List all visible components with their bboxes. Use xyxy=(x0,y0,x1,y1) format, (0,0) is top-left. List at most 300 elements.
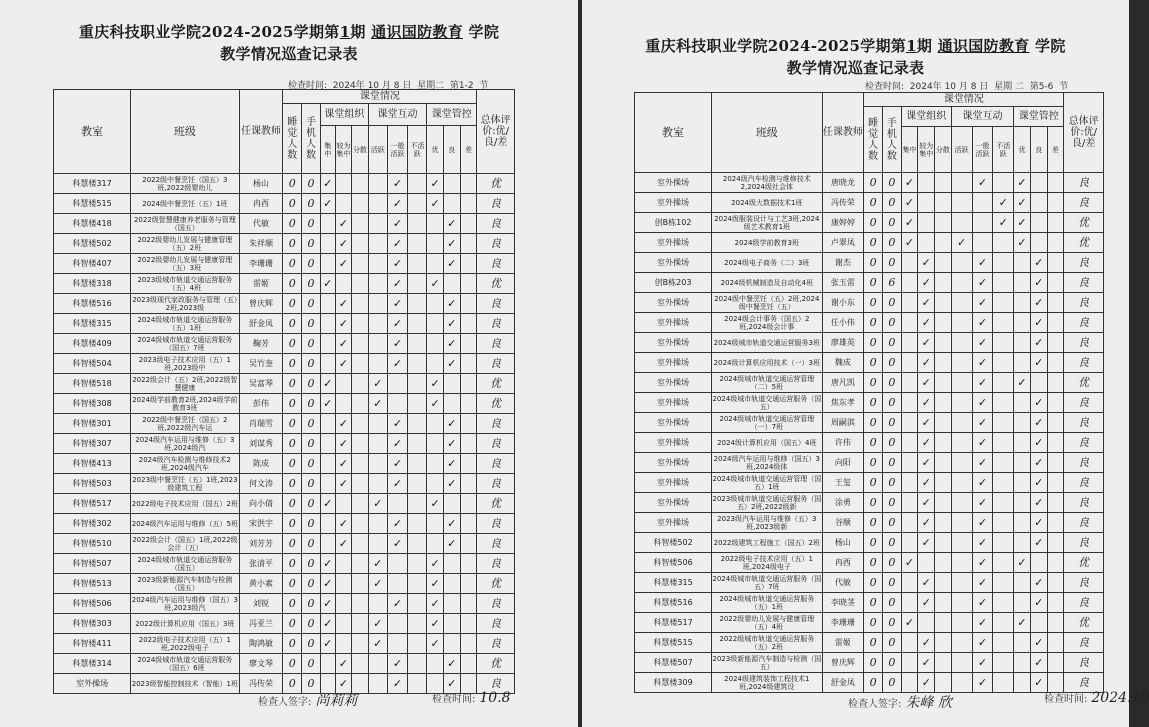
mark-excellent xyxy=(1014,433,1031,453)
table-row xyxy=(635,673,1104,693)
mark-inactive xyxy=(993,593,1014,613)
table-row xyxy=(54,414,515,434)
mark-scattered xyxy=(352,554,369,574)
mark-avg-active: ✓ xyxy=(972,553,993,573)
class-cell: 2024级机械制造及自动化4班 xyxy=(712,273,822,293)
teacher-cell: 廖雄英 xyxy=(822,333,864,353)
overall-grade-cell: 优 xyxy=(477,394,515,414)
mark-poor xyxy=(1047,373,1064,393)
overall-grade-cell: 良 xyxy=(477,334,515,354)
overall-grade-cell: 良 xyxy=(477,214,515,234)
mark-scattered xyxy=(352,374,369,394)
mark-excellent xyxy=(427,354,444,374)
phone-count-cell: 0 xyxy=(882,573,901,593)
table-row xyxy=(635,653,1104,673)
mark-fairly-concentrated xyxy=(918,613,935,633)
mark-poor xyxy=(460,654,477,674)
phone-count-cell: 0 xyxy=(882,353,901,373)
phone-count-cell: 0 xyxy=(302,254,321,274)
mark-active: ✓ xyxy=(368,374,387,394)
mark-avg-active: ✓ xyxy=(387,654,408,674)
mark-poor xyxy=(460,374,477,394)
mark-concentrated: ✓ xyxy=(901,553,918,573)
mark-excellent xyxy=(1014,333,1031,353)
mark-good: ✓ xyxy=(1030,453,1047,473)
mark-active: ✓ xyxy=(368,574,387,594)
mark-concentrated: ✓ xyxy=(320,554,335,574)
teacher-cell: 雷姬 xyxy=(822,633,864,653)
mark-avg-active: ✓ xyxy=(972,433,993,453)
sleeping-count-cell: 0 xyxy=(864,453,883,473)
teacher-cell: 康婷婷 xyxy=(822,213,864,233)
mark-active xyxy=(951,593,972,613)
table-row xyxy=(54,454,515,474)
table-row xyxy=(635,193,1104,213)
teacher-cell: 魏成 xyxy=(822,353,864,373)
room-cell: 科慧楼515 xyxy=(635,633,712,653)
table-row xyxy=(635,493,1104,513)
mark-scattered xyxy=(352,194,369,214)
mark-fairly-concentrated: ✓ xyxy=(335,434,352,454)
mark-fairly-concentrated: ✓ xyxy=(918,253,935,273)
teacher-cell: 焦东孝 xyxy=(822,393,864,413)
table-row xyxy=(635,293,1104,313)
mark-good: ✓ xyxy=(1030,313,1047,333)
phone-count-cell: 0 xyxy=(302,374,321,394)
mark-inactive xyxy=(408,414,427,434)
overall-grade-cell: 良 xyxy=(1064,453,1104,473)
teacher-cell: 肖瑞雪 xyxy=(239,414,283,434)
mark-avg-active: ✓ xyxy=(387,414,408,434)
mark-avg-active: ✓ xyxy=(972,273,993,293)
sleeping-count-cell: 0 xyxy=(283,614,302,634)
mark-good: ✓ xyxy=(1030,393,1047,413)
phone-count-cell: 0 xyxy=(302,454,321,474)
phone-count-cell: 0 xyxy=(882,313,901,333)
mark-poor xyxy=(460,494,477,514)
sleeping-count-cell: 0 xyxy=(283,194,302,214)
sleeping-count-cell: 0 xyxy=(864,633,883,653)
header-excellent: 优 xyxy=(427,126,444,174)
mark-good: ✓ xyxy=(1030,593,1047,613)
class-cell: 2022级计算机应用（国五）3班 xyxy=(131,614,239,634)
mark-excellent: ✓ xyxy=(427,634,444,654)
mark-excellent xyxy=(1014,293,1031,313)
mark-good: ✓ xyxy=(1030,673,1047,693)
mark-poor xyxy=(460,614,477,634)
mark-inactive xyxy=(408,174,427,194)
mark-active: ✓ xyxy=(368,614,387,634)
mark-avg-active: ✓ xyxy=(972,333,993,353)
teacher-cell: 张玉雷 xyxy=(822,273,864,293)
room-cell: 室外操场 xyxy=(635,393,712,413)
overall-grade-cell: 良 xyxy=(477,194,515,214)
teacher-cell: 曾庆辉 xyxy=(822,653,864,673)
sleeping-count-cell: 0 xyxy=(864,513,883,533)
mark-poor xyxy=(1047,633,1064,653)
mark-active: ✓ xyxy=(368,554,387,574)
room-cell: 科智楼302 xyxy=(54,514,131,534)
header-scattered: 分散 xyxy=(352,126,369,174)
mark-excellent xyxy=(1014,473,1031,493)
mark-excellent: ✓ xyxy=(1014,213,1031,233)
mark-good xyxy=(1030,553,1047,573)
mark-avg-active: ✓ xyxy=(972,493,993,513)
mark-scattered xyxy=(352,234,369,254)
mark-scattered xyxy=(352,594,369,614)
class-cell: 2022级中餐烹饪（国五）2班,2022级汽车运 xyxy=(131,414,239,434)
mark-avg-active: ✓ xyxy=(387,454,408,474)
mark-scattered xyxy=(935,653,952,673)
room-cell: 室外操场 xyxy=(635,413,712,433)
sleeping-count-cell: 0 xyxy=(283,334,302,354)
header-concentrated: 集中 xyxy=(320,126,335,174)
mark-good: ✓ xyxy=(1030,253,1047,273)
mark-concentrated xyxy=(320,474,335,494)
overall-grade-cell: 良 xyxy=(477,634,515,654)
overall-grade-cell: 良 xyxy=(477,434,515,454)
phone-count-cell: 0 xyxy=(302,214,321,234)
sleeping-count-cell: 0 xyxy=(283,414,302,434)
mark-excellent: ✓ xyxy=(427,574,444,594)
inspector-signature: 检查人签字: 朱峰 欣 xyxy=(848,695,952,711)
teacher-cell: 唐凡凯 xyxy=(822,373,864,393)
header-teacher: 任课教师 xyxy=(822,93,864,173)
mark-scattered xyxy=(935,393,952,413)
mark-good: ✓ xyxy=(443,314,460,334)
mark-poor xyxy=(460,394,477,414)
room-cell: 科智楼507 xyxy=(54,554,131,574)
teacher-cell: 谢小东 xyxy=(822,293,864,313)
class-cell: 2024级城市轨道交通运营服务（国五）7班 xyxy=(131,334,239,354)
header-fairly-concentrated: 较为集中 xyxy=(918,127,935,173)
room-cell: 创B栋203 xyxy=(635,273,712,293)
mark-inactive xyxy=(993,493,1014,513)
header-phone: 手机人数 xyxy=(302,104,321,174)
mark-excellent xyxy=(1014,573,1031,593)
mark-concentrated xyxy=(320,654,335,674)
mark-avg-active: ✓ xyxy=(387,674,408,694)
mark-concentrated xyxy=(320,354,335,374)
mark-avg-active xyxy=(387,554,408,574)
mark-active xyxy=(951,353,972,373)
header-control: 课堂管控 xyxy=(427,104,477,126)
table-row xyxy=(635,273,1104,293)
mark-poor xyxy=(1047,653,1064,673)
class-cell: 2023级电子技术应用（五）1班,2023级中 xyxy=(131,354,239,374)
mark-active xyxy=(368,674,387,694)
phone-count-cell: 0 xyxy=(882,173,901,193)
mark-poor xyxy=(460,574,477,594)
mark-concentrated xyxy=(901,253,918,273)
class-cell: 2024级城市轨道交通运营服务（国五） xyxy=(131,554,239,574)
mark-excellent xyxy=(427,434,444,454)
teacher-cell: 刘谋秀 xyxy=(239,434,283,454)
overall-grade-cell: 良 xyxy=(1064,493,1104,513)
mark-concentrated xyxy=(901,333,918,353)
mark-fairly-concentrated: ✓ xyxy=(918,353,935,373)
mark-fairly-concentrated: ✓ xyxy=(335,534,352,554)
table-row xyxy=(54,614,515,634)
mark-active xyxy=(368,514,387,534)
class-cell: 2023级新能源汽车制造与检测（国五） xyxy=(712,654,822,671)
mark-avg-active: ✓ xyxy=(972,373,993,393)
mark-inactive xyxy=(993,533,1014,553)
mark-active xyxy=(951,413,972,433)
mark-concentrated xyxy=(901,433,918,453)
mark-active xyxy=(368,354,387,374)
overall-grade-cell: 良 xyxy=(1064,273,1104,293)
mark-active xyxy=(951,333,972,353)
class-cell: 2022级智慧健康养老服务与管理（国五） xyxy=(131,214,239,234)
sleeping-count-cell: 0 xyxy=(283,574,302,594)
mark-good: ✓ xyxy=(1030,493,1047,513)
header-phone: 手机人数 xyxy=(882,107,901,173)
mark-concentrated: ✓ xyxy=(320,494,335,514)
class-cell: 2024级计算机应用（国五）4班 xyxy=(712,433,822,453)
room-cell: 室外操场 xyxy=(635,493,712,513)
mark-fairly-concentrated: ✓ xyxy=(918,633,935,653)
mark-inactive xyxy=(408,254,427,274)
mark-fairly-concentrated: ✓ xyxy=(918,313,935,333)
header-sleeping: 睡觉人数 xyxy=(864,107,883,173)
phone-count-cell: 0 xyxy=(302,634,321,654)
mark-fairly-concentrated xyxy=(335,574,352,594)
mark-avg-active: ✓ xyxy=(387,274,408,294)
mark-active xyxy=(368,654,387,674)
mark-fairly-concentrated: ✓ xyxy=(335,214,352,234)
header-room: 教室 xyxy=(54,90,131,174)
mark-fairly-concentrated: ✓ xyxy=(918,493,935,513)
teacher-cell: 李珊珊 xyxy=(822,613,864,633)
mark-fairly-concentrated xyxy=(335,554,352,574)
mark-good xyxy=(443,634,460,654)
mark-inactive xyxy=(993,333,1014,353)
mark-inactive xyxy=(408,294,427,314)
mark-poor xyxy=(1047,173,1064,193)
mark-concentrated xyxy=(901,513,918,533)
mark-avg-active: ✓ xyxy=(972,313,993,333)
mark-avg-active xyxy=(387,614,408,634)
header-inactive: 不活跃 xyxy=(408,126,427,174)
room-cell: 科慧楼516 xyxy=(635,593,712,613)
class-cell: 2022级婴幼儿发展与健康管理（五）2班 xyxy=(131,234,239,254)
overall-grade-cell: 良 xyxy=(477,514,515,534)
room-cell: 科智楼513 xyxy=(54,574,131,594)
teacher-cell: 鞠芳 xyxy=(239,334,283,354)
mark-inactive xyxy=(408,494,427,514)
mark-active xyxy=(368,294,387,314)
mark-active xyxy=(951,553,972,573)
mark-inactive xyxy=(993,573,1014,593)
mark-good: ✓ xyxy=(1030,433,1047,453)
mark-good xyxy=(1030,173,1047,193)
phone-count-cell: 0 xyxy=(882,253,901,273)
table-row xyxy=(635,173,1104,193)
table-row xyxy=(54,234,515,254)
mark-active xyxy=(951,433,972,453)
room-cell: 科慧楼314 xyxy=(54,654,131,674)
sleeping-count-cell: 0 xyxy=(864,533,883,553)
sleeping-count-cell: 0 xyxy=(864,653,883,673)
class-cell: 2024级中餐烹饪（五）1班 xyxy=(131,194,239,214)
mark-concentrated: ✓ xyxy=(320,614,335,634)
room-cell: 科智楼503 xyxy=(54,474,131,494)
teacher-cell: 雷姬 xyxy=(239,274,283,294)
mark-active xyxy=(951,393,972,413)
sleeping-count-cell: 0 xyxy=(283,554,302,574)
phone-count-cell: 0 xyxy=(302,174,321,194)
phone-count-cell: 6 xyxy=(882,273,901,293)
mark-avg-active: ✓ xyxy=(387,434,408,454)
class-cell: 2024级汽车运用与维修（五）5班 xyxy=(131,514,239,534)
mark-active: ✓ xyxy=(368,394,387,414)
header-sleeping: 睡觉人数 xyxy=(283,104,302,174)
phone-count-cell: 0 xyxy=(302,614,321,634)
mark-avg-active: ✓ xyxy=(972,513,993,533)
phone-count-cell: 0 xyxy=(302,474,321,494)
room-cell: 科慧楼507 xyxy=(635,653,712,673)
mark-fairly-concentrated xyxy=(918,213,935,233)
mark-avg-active: ✓ xyxy=(387,534,408,554)
header-avg-active: 一般活跃 xyxy=(387,126,408,174)
mark-concentrated: ✓ xyxy=(901,173,918,193)
sleeping-count-cell: 0 xyxy=(864,673,883,693)
mark-scattered xyxy=(935,493,952,513)
mark-excellent xyxy=(1014,513,1031,533)
mark-concentrated xyxy=(901,653,918,673)
header-poor: 差 xyxy=(1047,127,1064,173)
mark-scattered xyxy=(935,173,952,193)
sleeping-count-cell: 0 xyxy=(283,634,302,654)
class-cell: 2024级汽车运用与维修（国五）3班,2024级体 xyxy=(712,453,822,473)
table-row xyxy=(635,253,1104,273)
mark-concentrated: ✓ xyxy=(320,634,335,654)
mark-fairly-concentrated xyxy=(335,594,352,614)
overall-grade-cell: 良 xyxy=(477,414,515,434)
room-cell: 科智楼411 xyxy=(54,634,131,654)
mark-excellent xyxy=(427,314,444,334)
mark-fairly-concentrated: ✓ xyxy=(335,474,352,494)
check-time-row: 检查时间: 2024年 10 月 8 日 星期二 第1-2 节 xyxy=(288,81,489,91)
mark-inactive xyxy=(993,313,1014,333)
teacher-cell: 张清平 xyxy=(239,554,283,574)
mark-poor xyxy=(460,454,477,474)
teacher-cell: 涂勇 xyxy=(822,493,864,513)
mark-avg-active: ✓ xyxy=(972,173,993,193)
mark-concentrated xyxy=(901,453,918,473)
mark-good xyxy=(443,614,460,634)
mark-inactive xyxy=(408,454,427,474)
mark-poor xyxy=(1047,193,1064,213)
mark-excellent xyxy=(427,294,444,314)
mark-avg-active: ✓ xyxy=(972,253,993,273)
teacher-cell: 廖文琴 xyxy=(239,654,283,674)
room-cell: 科智楼307 xyxy=(54,434,131,454)
mark-active xyxy=(368,214,387,234)
table-row xyxy=(635,413,1104,433)
check-date: 检查时间: 2024.10 xyxy=(1044,690,1149,706)
sleeping-count-cell: 0 xyxy=(864,313,883,333)
room-cell: 科智楼407 xyxy=(54,254,131,274)
mark-avg-active: ✓ xyxy=(972,633,993,653)
table-row xyxy=(54,374,515,394)
mark-active xyxy=(368,414,387,434)
mark-excellent xyxy=(427,654,444,674)
class-cell: 2024级学前教育2班,2024级学前教育3班 xyxy=(132,395,238,412)
mark-fairly-concentrated: ✓ xyxy=(335,514,352,534)
overall-grade-cell: 良 xyxy=(1064,473,1104,493)
phone-count-cell: 0 xyxy=(302,274,321,294)
mark-poor xyxy=(460,334,477,354)
sleeping-count-cell: 0 xyxy=(864,393,883,413)
mark-avg-active xyxy=(972,193,993,213)
mark-scattered xyxy=(352,214,369,234)
teacher-cell: 宋洪宇 xyxy=(239,514,283,534)
overall-grade-cell: 优 xyxy=(1064,613,1104,633)
mark-poor xyxy=(1047,473,1064,493)
sleeping-count-cell: 0 xyxy=(864,473,883,493)
mark-excellent xyxy=(427,514,444,534)
mark-avg-active: ✓ xyxy=(387,354,408,374)
class-cell: 2024级城市轨道交通运营服务（五）1班 xyxy=(131,314,239,334)
phone-count-cell: 0 xyxy=(302,494,321,514)
room-cell: 科智楼506 xyxy=(635,553,712,573)
mark-concentrated xyxy=(901,473,918,493)
mark-excellent: ✓ xyxy=(427,194,444,214)
sleeping-count-cell: 0 xyxy=(864,213,883,233)
class-cell: 2022级婴幼儿发展与健康管理（五）4班 xyxy=(712,613,822,633)
sleeping-count-cell: 0 xyxy=(283,594,302,614)
mark-avg-active: ✓ xyxy=(387,594,408,614)
header-good: 良 xyxy=(443,126,460,174)
table-row xyxy=(635,433,1104,453)
mark-fairly-concentrated: ✓ xyxy=(918,413,935,433)
mark-fairly-concentrated xyxy=(335,174,352,194)
sleeping-count-cell: 0 xyxy=(283,234,302,254)
mark-concentrated xyxy=(320,454,335,474)
overall-grade-cell: 优 xyxy=(1064,373,1104,393)
overall-grade-cell: 良 xyxy=(477,234,515,254)
overall-grade-cell: 良 xyxy=(1064,193,1104,213)
header-classroom-status: 课堂情况 xyxy=(864,93,1064,107)
phone-count-cell: 0 xyxy=(302,654,321,674)
sleeping-count-cell: 0 xyxy=(283,494,302,514)
mark-good: ✓ xyxy=(1030,333,1047,353)
sleeping-count-cell: 0 xyxy=(864,573,883,593)
overall-grade-cell: 良 xyxy=(477,474,515,494)
mark-inactive xyxy=(408,434,427,454)
header-excellent: 优 xyxy=(1014,127,1031,173)
mark-active xyxy=(368,254,387,274)
table-body xyxy=(635,173,1104,693)
mark-fairly-concentrated: ✓ xyxy=(918,433,935,453)
phone-count-cell: 0 xyxy=(302,414,321,434)
header-poor: 差 xyxy=(460,126,477,174)
room-cell: 科慧楼418 xyxy=(54,214,131,234)
class-cell: 2024级城市轨道交通运营服务（国五）7班 xyxy=(712,574,822,591)
mark-excellent: ✓ xyxy=(427,174,444,194)
table-row xyxy=(54,594,515,614)
mark-concentrated xyxy=(901,673,918,693)
mark-excellent: ✓ xyxy=(1014,373,1031,393)
mark-excellent xyxy=(1014,353,1031,373)
table-row xyxy=(635,553,1104,573)
mark-excellent xyxy=(427,334,444,354)
mark-scattered xyxy=(935,513,952,533)
teacher-cell: 周嗣淇 xyxy=(822,413,864,433)
mark-fairly-concentrated: ✓ xyxy=(918,393,935,413)
